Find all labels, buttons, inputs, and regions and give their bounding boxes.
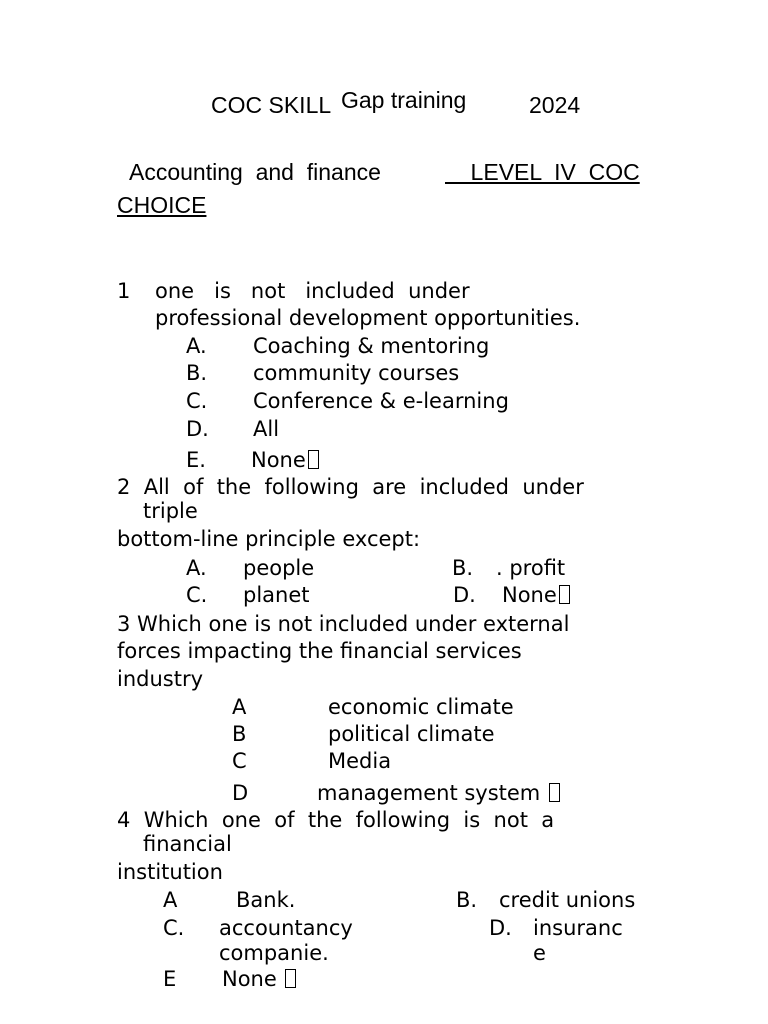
q3-option-d-letter: D bbox=[232, 781, 249, 805]
q2-line2: bottom-line principle except: bbox=[117, 527, 421, 551]
q1-option-b-letter: B. bbox=[186, 361, 208, 385]
q3-option-c-text: Media bbox=[328, 749, 392, 773]
q2-option-a-letter: A. bbox=[186, 556, 207, 580]
q2-line1: 2 All of the following are included under bbox=[117, 475, 584, 499]
q4-line2: institution bbox=[117, 860, 223, 884]
q2-option-b-text: . profit bbox=[496, 556, 566, 580]
q3-line3: industry bbox=[117, 667, 204, 691]
subtitle-level: LEVEL IV COC bbox=[445, 159, 640, 185]
q3-option-a-text: economic climate bbox=[328, 695, 514, 719]
q4-option-e bbox=[222, 969, 296, 990]
q4-option-b-text: credit unions bbox=[499, 888, 636, 912]
q2-option-d-text: None bbox=[502, 583, 557, 607]
subtitle-choice: CHOICE bbox=[117, 192, 207, 218]
q3-option-b-letter: B bbox=[232, 722, 247, 746]
q4-option-c-text: accountancy bbox=[219, 916, 353, 940]
missing-glyph-box-icon bbox=[549, 783, 560, 802]
q4-option-d-letter: D. bbox=[489, 916, 512, 940]
q3-option-c-letter: C bbox=[232, 749, 247, 773]
q4-option-c-text2: companie. bbox=[219, 941, 329, 965]
missing-glyph-box-icon bbox=[285, 969, 296, 988]
q2-option-d bbox=[502, 585, 570, 606]
q4-option-e-letter: E bbox=[163, 967, 177, 991]
q4-option-b-letter: B. bbox=[456, 888, 478, 912]
missing-glyph-box-icon bbox=[308, 450, 319, 469]
q2-option-a-text: people bbox=[243, 556, 315, 580]
q3-line2: forces impacting the financial services bbox=[117, 639, 522, 663]
q1-option-b-text: community courses bbox=[253, 361, 460, 385]
q2-option-d-letter: D. bbox=[453, 583, 476, 607]
q1-option-c-letter: C. bbox=[186, 389, 208, 413]
q4-line1: 4 Which one of the following is not a bbox=[117, 808, 555, 832]
q4-line1b: financial bbox=[143, 832, 232, 856]
q2-option-c-letter: C. bbox=[186, 583, 208, 607]
q1-option-a-text: Coaching & mentoring bbox=[253, 334, 490, 358]
q1-option-d-letter: D. bbox=[186, 417, 209, 441]
q4-option-d-text: insuranc bbox=[533, 916, 623, 940]
subtitle-subject: Accounting and finance bbox=[129, 159, 381, 185]
q1-option-c-text: Conference & e-learning bbox=[253, 389, 509, 413]
q4-option-e-text: None bbox=[222, 967, 277, 991]
q4-option-c-letter: C. bbox=[163, 916, 185, 940]
q3-line1: 3 Which one is not included under external bbox=[117, 612, 570, 636]
header-year: 2024 bbox=[529, 92, 581, 118]
q4-option-d-text2: e bbox=[533, 941, 546, 965]
q3-option-a-letter: A bbox=[232, 695, 247, 719]
q1-line1: one is not included under bbox=[155, 279, 470, 303]
q1-option-e-letter: E. bbox=[186, 448, 206, 472]
q1-option-e-text: None bbox=[251, 448, 306, 472]
q1-option-d-text: All bbox=[253, 417, 280, 441]
q1-option-a-letter: A. bbox=[186, 334, 207, 358]
q1-line2: professional development opportunities. bbox=[155, 306, 581, 330]
q2-line1b: triple bbox=[143, 499, 198, 523]
q1-option-e bbox=[251, 450, 319, 471]
q4-option-a-text: Bank. bbox=[236, 888, 296, 912]
q3-option-d-text: management system bbox=[317, 781, 541, 805]
header-coc-skill: COC SKILL bbox=[211, 92, 332, 118]
q3-option-b-text: political climate bbox=[328, 722, 495, 746]
missing-glyph-box-icon bbox=[559, 585, 570, 604]
q3-option-d bbox=[317, 783, 560, 804]
q2-option-c-text: planet bbox=[243, 583, 310, 607]
q1-number: 1 bbox=[117, 279, 131, 303]
q2-option-b-letter: B. bbox=[452, 556, 474, 580]
q4-option-a-letter: A bbox=[163, 888, 178, 912]
header-gap-training: Gap training bbox=[341, 87, 467, 113]
